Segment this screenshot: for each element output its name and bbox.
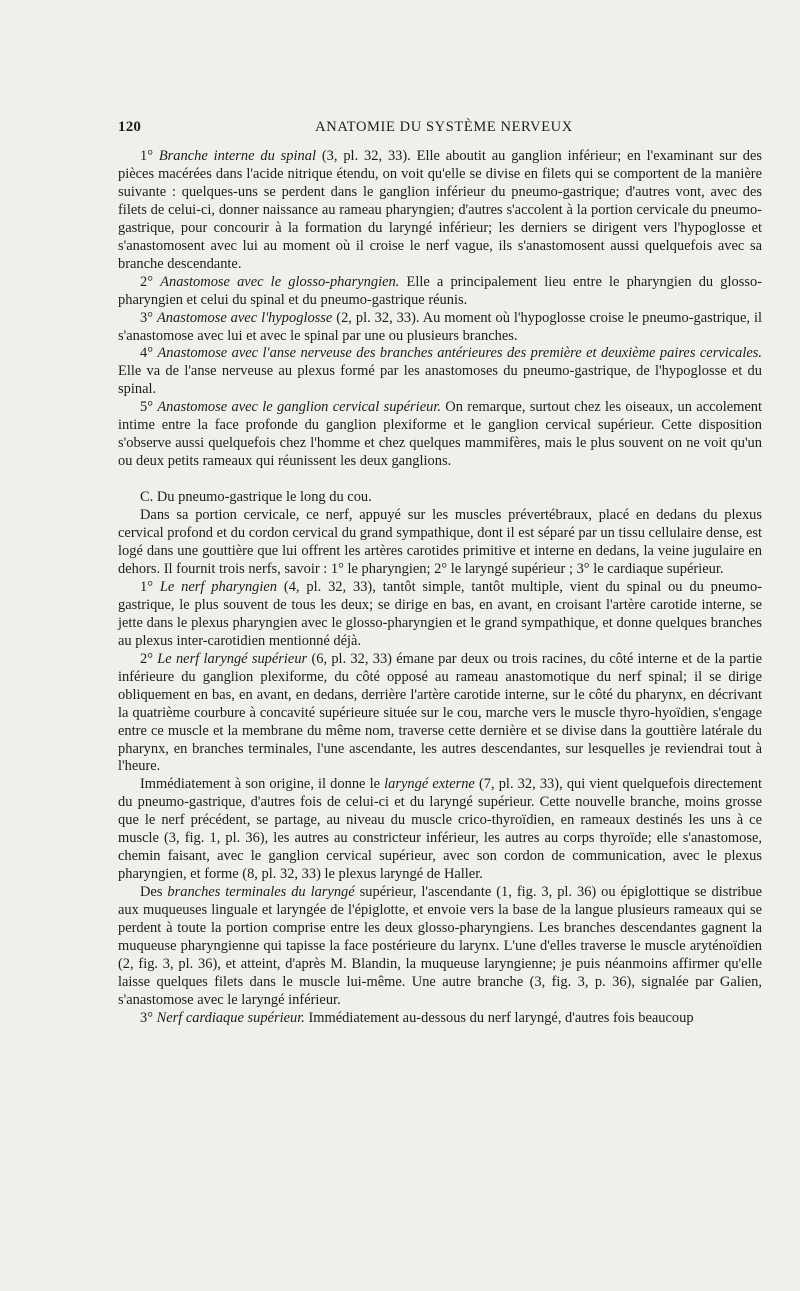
paragraph-text: Elle a principalement lieu entre le pharyngien du glosso-pharyngien et celui du spinal et du pneumo-gastrique réunis. [118,273,762,308]
paragraph-term: laryngé externe [384,776,475,793]
paragraph-text: Elle va de l'anse nerveuse au plexus formé par les anastomoses du pneumo-gastrique, de l'hypoglosse et du spinal. [118,363,762,398]
section-heading-text: C. Du pneumo-gastrique le long du cou. [140,489,372,506]
paragraph-lead: 4° [140,345,158,362]
paragraph-text: supérieur, l'ascendante (1, fig. 3, pl. 36) ou épiglottique se distribue aux muqueuses linguale et laryngée de l'épiglotte, et envoie vers la base de la langue plusieurs rameaux qui se perdent à toute la portion comprise entre les deux glosso-pharyngiens. Les branches descendantes gagnent la muqueuse pharyngienne qui tapisse la face postérieure du larynx. L'une d'elles traverse le muscle aryténoïdien (2, fig. 3, pl. 36), et atteint, d'après M. Blandin, la muqueuse laryngienne; je puis néanmoins affirmer qu'elle laisse quelques filets dans le muscle lui-même. Une autre branche (3, fig. 3, p. 36), signalée par Galien, s'anastomose avec le laryngé inférieur. [118,884,762,1008]
paragraph-lead: 3° [140,309,157,326]
paragraph-nerf-pharyngien [118,579,762,651]
paragraph-lead: 1° [140,148,159,164]
paragraph-term: Nerf cardiaque supérieur. [156,1009,305,1026]
paragraph-text: On remarque, surtout chez les oiseaux, un accolement intime entre la face profonde du ganglion plexiforme et le ganglion cervical supérieur. Cette disposition s'observe aussi quelquefois chez l'homme et chez quelques mammifères, mais le plus souvent on ne voit qu'un ou deux petits rameaux qui réunissent les deux ganglions. [118,399,763,470]
paragraph-term: Anastomose avec le ganglion cervical supérieur. [157,399,441,416]
paragraph-nerf-cardiaque [118,1010,762,1028]
page-number: 120 [118,119,142,135]
paragraph-text: Dans sa portion cervicale, ce nerf, appuyé sur les muscles prévertébraux, placé en dedans du plexus cervical profond et du cordon cervical du grand sympathique, dont il est séparé par un tissu cellulaire dense, est logé dans une gouttière que lui offrent les artères carotides primitive et interne en dedans, la veine jugulaire en dehors. Il fournit trois nerfs, savoir : 1° le pharyngien; 2° le laryngé supérieur ; 3° le cardiaque supérieur. [118,507,762,577]
page-header [118,119,760,139]
paragraph-hypoglosse [118,310,762,346]
paragraph-lead: 2° [140,650,158,667]
paragraph-lead: 1° [140,578,160,595]
paragraph-lead: 5° [140,399,158,416]
paragraph-term: Anastomose avec le glosso-pharyngien. [160,273,400,290]
paragraph-anse-nerveuse [118,345,762,399]
paragraph-laryngé-supérieur [118,651,762,777]
paragraph-term: Le nerf laryngé supérieur [157,650,308,667]
paragraph-branches-terminales [118,884,762,1010]
paragraph-lead: 2° [140,273,161,290]
paragraph-portion-cervicale [118,507,762,579]
paragraph-laryngé-externe [118,776,762,884]
paragraph-text: (6, pl. 32, 33) émane par deux ou trois racines, du côté interne et de la partie inférieure du ganglion plexiforme, du côté opposé au rameau anastomotique du nerf spinal; il se dirige obliquement en bas, en avant, en dedans, derrière l'artère carotide interne, sur le côté du pharynx, en décrivant la quatrième courbure à concavité supérieure située sur le cou, marche vers le muscle thyro-hyoïdien, s'engage entre ce muscle et la membrane du même nom, traverse cette dernière et se divise dans la gouttière latérale du pharynx, en branches terminales, l'une ascendante, les autres descendantes, sur lesquelles je reviendrai tout à l'heure. [118,650,763,775]
text-body [118,148,762,1028]
paragraph-lead: 3° [140,1009,157,1026]
paragraph-lead: Des [140,884,168,901]
paragraph-branche-interne [118,148,762,274]
paragraph-lead: Immédiatement à son origine, il donne le [140,776,385,793]
paragraph-ganglion-cervical [118,399,762,471]
paragraph-term: Anastomose avec l'anse nerveuse des branches antérieures des première et deuxième paires cervicales. [157,345,763,362]
paragraph-term: Le nerf pharyngien [159,578,278,595]
paragraph-text: (2, pl. 32, 33). Au moment où l'hypoglosse croise le pneumo-gastrique, il s'anastomose avec lui et avec le spinal par une ou plusieurs branches. [118,309,763,344]
paragraph-term: Anastomose avec l'hypoglosse [156,309,333,326]
paragraph-text: (3, pl. 32, 33). Elle aboutit au ganglion inférieur; en l'examinant sur des pièces macérées dans l'acide nitrique étendu, on voit qu'elle se divise en filets qui se comportent de la manière suivante : quelques-uns se perdent dans le ganglion inférieur du pneumo-gastrique; d'autres vont, avec des filets de celui-ci, donner naissance au rameau pharyngien; d'autres s'accolent à la portion cervicale du pneumo-gastrique, pour concourir à la formation du laryngé inférieur; les derniers se dirigent vers l'hypoglosse et s'anastomosent avec lui au moment où il croise le nerf vague, ils s'anastomosent aussi quelquefois avec sa branche descendante. [118,148,762,272]
paragraph-text: (7, pl. 32, 33), qui vient quelquefois directement du pneumo-gastrique, d'autres fois de celui-ci et du laryngé supérieur. Cette nouvelle branche, moins grosse que le nerf précédent, se partage, au niveau du muscle crico-thyroïdien, en rameaux destinés les uns à ce muscle (3, fig. 1, pl. 36), les autres au constricteur inférieur, les autres au corps thyroïde; elle s'anastomose, chemin faisant, avec le ganglion cervical supérieur, avec son cordon de communication, avec le plexus pharyngien, et forme (8, pl. 32, 33) le plexus laryngé de Haller. [118,776,762,883]
paragraph-text: Immédiatement au-dessous du nerf laryngé, d'autres fois beaucoup [304,1009,694,1026]
running-title: ANATOMIE DU SYSTÈME NERVEUX [315,119,573,135]
paragraph-term: branches terminales du laryngé [167,884,355,901]
paragraph-term: Branche interne du spinal [158,148,316,164]
paragraph-text: (4, pl. 32, 33), tantôt simple, tantôt multiple, vient du spinal ou du pneumo-gastrique, le plus souvent de tous les deux; se dirige en bas, en avant, en croisant l'artère carotide interne, se jette dans le plexus pharyngien avec le glosso-pharyngien et le grand sympathique, et donne quelques branches au plexus inter-carotidien mentionné déjà. [118,578,762,649]
paragraph-glosso-pharyngien [118,274,762,310]
section-heading [118,489,762,507]
